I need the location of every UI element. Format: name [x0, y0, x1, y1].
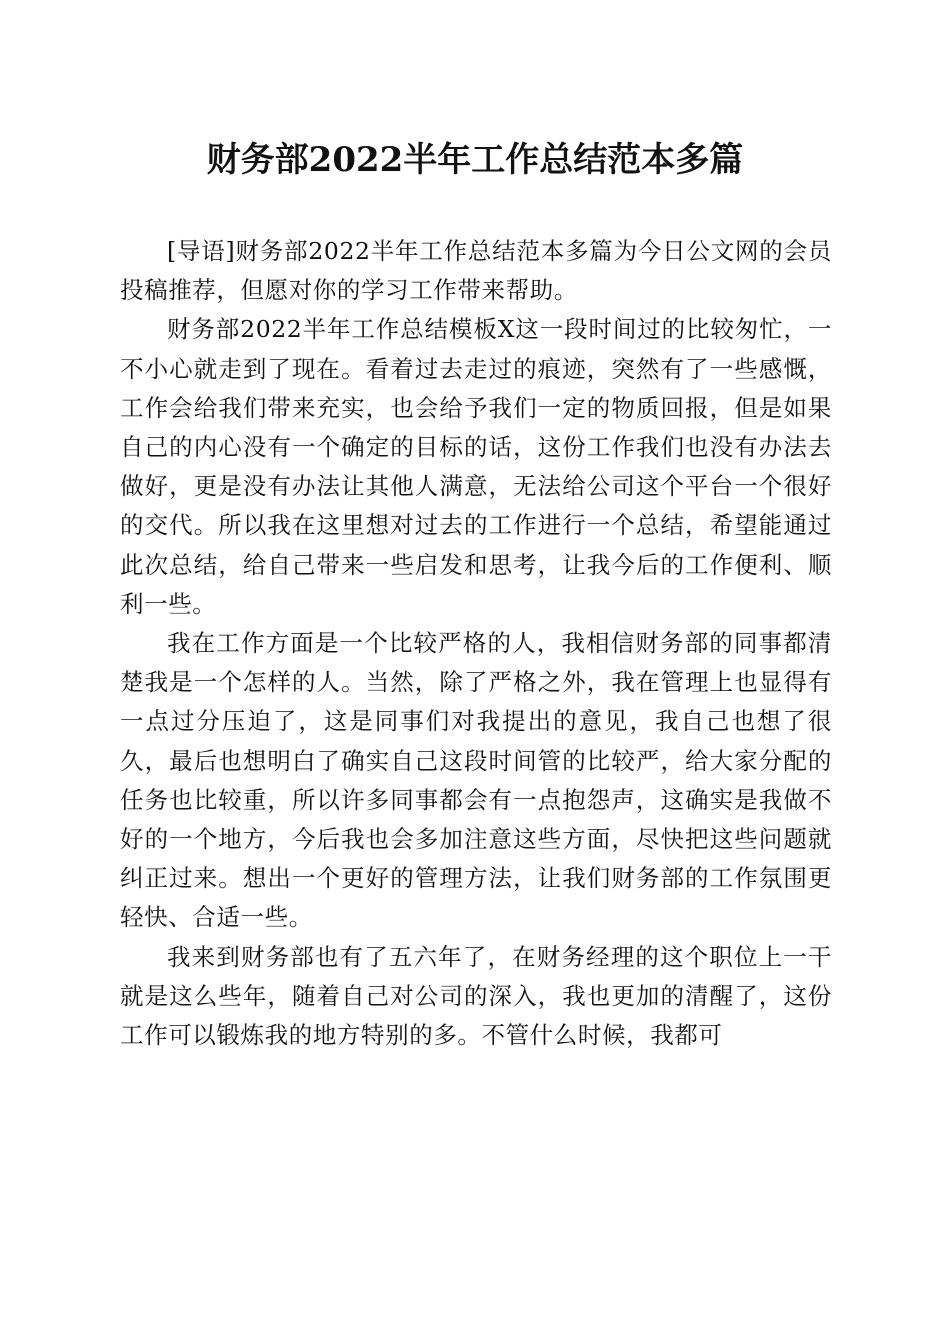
paragraph-1: 财务部2022半年工作总结模板X这一段时间过的比较匆忙，一不小心就走到了现在。看着过去走过的痕迹，突然有了一些感慨，工作会给我们带来充实，也会给予我们一定的物质回报，但是如果自己的内心没有一个确定的目标的话，这份工作我们也没有办法去做好，更是没有办法让其他人满意，无法给公司这个平台一个很好的交代。所以我在这里想对过去的工作进行一个总结，希望能通过此次总结，给自己带来一些启发和思考，让我今后的工作便利、顺利一些。 [120, 315, 832, 618]
paragraph-2: 我在工作方面是一个比较严格的人，我相信财务部的同事都清楚我是一个怎样的人。当然，除了严格之外，我在管理上也显得有一点过分压迫了，这是同事们对我提出的意见，我自己也想了很久，最后也想明白了确实自己这段时间管的比较严，给大家分配的任务也比较重，所以许多同事都会有一点抱怨声，这确实是我做不好的一个地方，今后我也会多加注意这些方面，尽快把这些问题就纠正过来。想出一个更好的管理方法，让我们财务部的工作氛围更轻快、合适一些。 [120, 629, 832, 932]
paragraph-3: 我来到财务部也有了五六年了，在财务经理的这个职位上一干就是这么些年，随着自己对公司的深入，我也更加的清醒了，这份工作可以锻炼我的地方特别的多。不管什么时候，我都可 [120, 942, 832, 1050]
document-body [120, 232, 832, 1055]
paragraph-intro: [导语]财务部2022半年工作总结范本多篇为今日公文网的会员投稿推荐，但愿对你的学习工作带来帮助。 [120, 237, 832, 305]
document-title: 财务部2022半年工作总结范本多篇 [206, 140, 744, 180]
